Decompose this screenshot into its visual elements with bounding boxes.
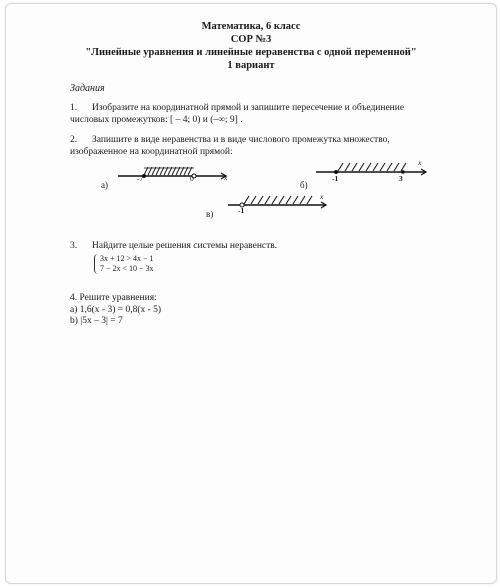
task-3 (70, 241, 460, 253)
numline-a-tick-minus7: -7 (137, 174, 144, 183)
task-4-equation-b: b) |5x – 3| = 7 (70, 316, 123, 326)
worksheet-header (6, 20, 496, 72)
header-variant: 1 вариант (227, 60, 275, 71)
numline-c-tick-minus1: -1 (238, 206, 245, 215)
numline-b-tick-minus1: -1 (332, 174, 339, 183)
inequality-system (94, 254, 154, 274)
task-4-equation-a: a) 1,6(x - 3) = 0,8(x - 5) (70, 304, 162, 315)
inequality-1: 3x + 12 > 4x − 1 (100, 254, 154, 263)
task-2-number: 2. (70, 135, 78, 145)
task-1-text-b: числовых промежутков: [ – 4; 0) и (–∞; 9] . (70, 114, 243, 125)
section-title: Задания (70, 83, 105, 94)
header-sor: СОР №3 (230, 34, 272, 45)
numline-a-axis-x: x (224, 173, 228, 182)
task-4-title: 4. Решите уравнения: (70, 293, 157, 303)
task-1-text-a: Изобразите на координатной прямой и запишите пересечение и объединение (92, 103, 405, 113)
task-3-text: Найдите целые решения системы неравенств. (92, 241, 278, 251)
numline-b-axis-x: x (418, 158, 422, 167)
task-2 (70, 135, 460, 158)
header-topic: "Линейные уравнения и линейные неравенства с одной переменной" (85, 47, 417, 58)
task-2-text-b: изображенное на координатной прямой: (70, 146, 233, 157)
task-1 (70, 103, 460, 126)
header-subject: Математика, 6 класс (201, 21, 301, 32)
numline-c-axis-x: x (320, 192, 324, 201)
inequality-2: 7 − 2x < 10 − 3x (100, 264, 154, 273)
task-1-number: 1. (70, 103, 78, 113)
numline-c-label: в) (206, 209, 214, 219)
task-4 (70, 293, 460, 328)
numline-a-tick-0: 0 (190, 174, 194, 183)
numline-a-label: а) (101, 180, 108, 190)
task-2-text-a: Запишите в виде неравенства и в виде числового промежутка множество, (92, 135, 390, 145)
numline-a (118, 164, 236, 192)
numline-b-tick-3: 3 (399, 174, 403, 183)
task-3-number: 3. (70, 241, 78, 251)
worksheet-page (5, 3, 497, 584)
numline-b-label: б) (300, 180, 308, 190)
